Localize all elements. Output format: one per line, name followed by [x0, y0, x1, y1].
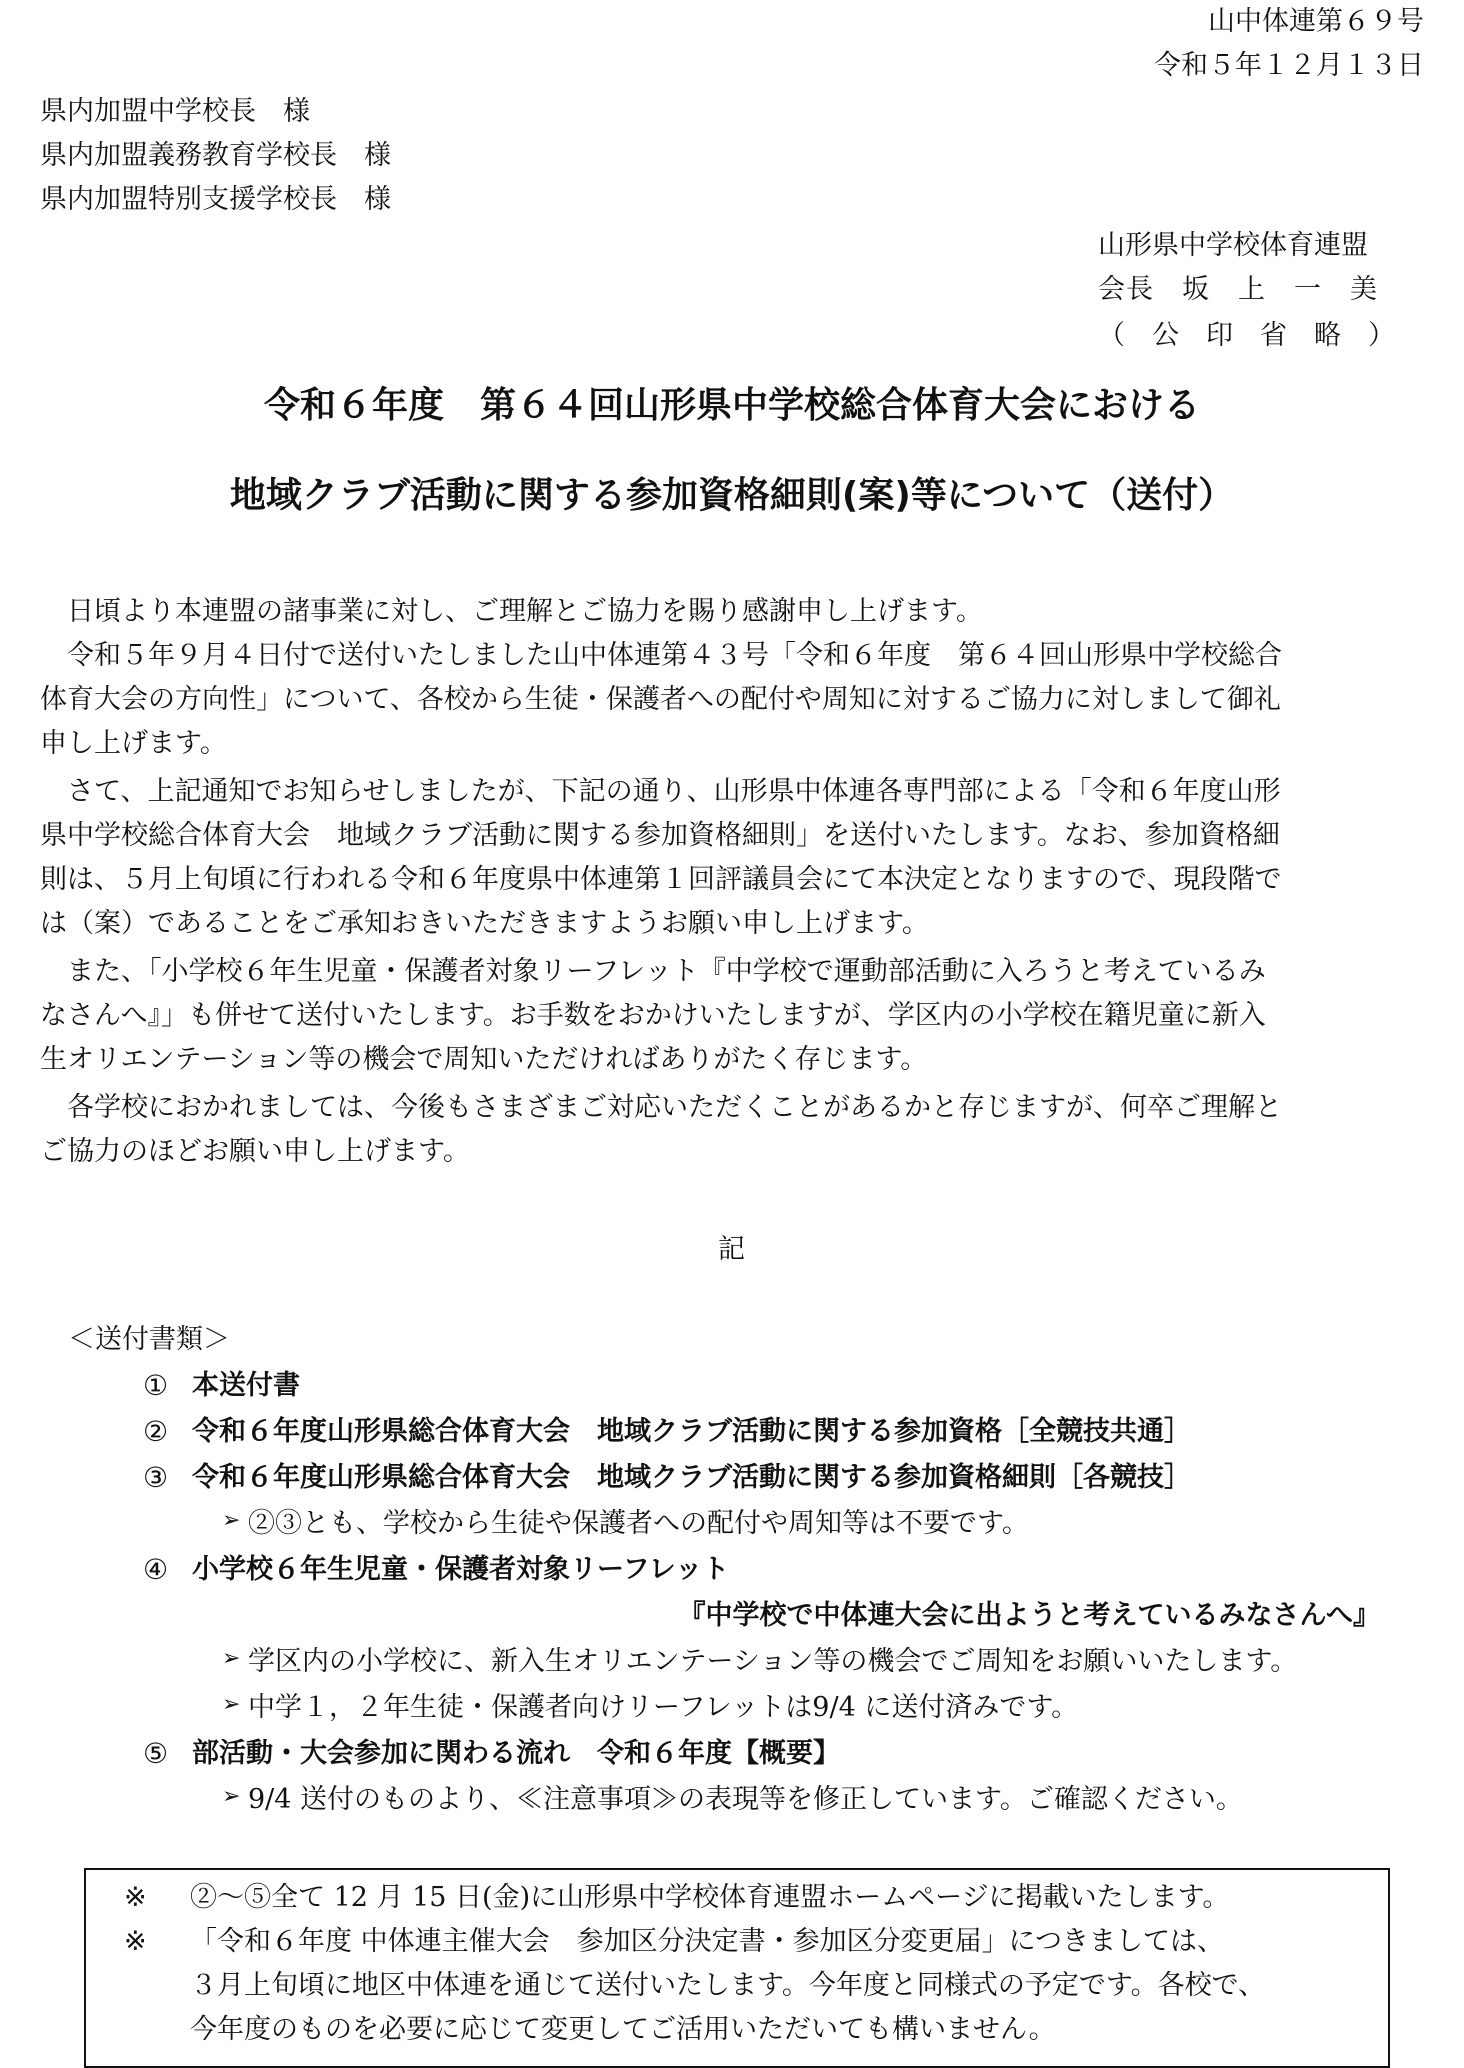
enclosure-item-3: 令和６年度山形県総合体育大会 地域クラブ活動に関する参加資格細則［各競技］ — [192, 1462, 1191, 1493]
document-number: 山中体連第６９号 — [1208, 6, 1424, 37]
document-title-line1: 令和６年度 第６４回山形県中学校総合体育大会における — [263, 385, 1200, 426]
body-line: また、「小学校６年生児童・保護者対象リーフレット『中学校で運動部活動に入ろうと考えているみ — [40, 956, 1266, 987]
enclosures-heading: ＜送付書類＞ — [68, 1324, 230, 1355]
notice-line: ②～⑤全て 12 月 15 日(金)に山形県中学校体育連盟ホームページに掲載いたします。 — [190, 1882, 1230, 1913]
sender-organization: 山形県中学校体育連盟 — [1098, 230, 1368, 261]
body-paragraph-3 — [40, 770, 1424, 946]
body-line: 令和５年９月４日付で送付いたしました山中体連第４３号「令和６年度 第６４回山形県中学校総合 — [40, 640, 1282, 671]
enclosure-item-5: 部活動・大会参加に関わる流れ 令和６年度【概要】 — [192, 1738, 840, 1769]
enclosure-number: ② — [143, 1415, 169, 1448]
reference-mark-icon: ※ — [124, 1882, 147, 1913]
enclosure-number: ⑤ — [143, 1737, 169, 1770]
enclosure-number: ① — [143, 1369, 169, 1402]
body-line: 申し上げます。 — [40, 728, 227, 759]
body-line: 体育大会の方向性」について、各校から生徒・保護者への配付や周知に対するご協力に対しまして御礼 — [40, 684, 1281, 715]
body-paragraph-4 — [40, 950, 1424, 1082]
arrow-bullet-icon: ➢ — [222, 1784, 241, 1809]
body-line: なさんへ』」も併せて送付いたします。お手数をおかけいたしますが、学区内の小学校在籍児童に新入 — [40, 1000, 1266, 1031]
body-line: は（案）であることをご承知おきいただきますようお願い申し上げます。 — [40, 908, 929, 939]
ki-marker: 記 — [718, 1234, 745, 1265]
enclosure-item-1: 本送付書 — [192, 1370, 300, 1401]
enclosure-item-4-subtitle: 『中学校で中体連大会に出ようと考えているみなさんへ』 — [678, 1600, 1380, 1631]
body-line: さて、上記通知でお知らせしましたが、下記の通り、山形県中体連各専門部による「令和６年度山形 — [40, 776, 1281, 807]
enclosure-note: ②③とも、学校から生徒や保護者への配付や周知等は不要です。 — [248, 1508, 1029, 1539]
body-paragraph-2 — [40, 634, 1424, 766]
enclosure-note: 中学１，２年生徒・保護者向けリーフレットは9/4 に送付済みです。 — [248, 1692, 1079, 1723]
document-date: 令和５年１２月１３日 — [1154, 50, 1424, 81]
body-line: 県中学校総合体育大会 地域クラブ活動に関する参加資格細則」を送付いたします。なお、参加資格細 — [40, 820, 1280, 851]
recipient-line: 県内加盟義務教育学校長 様 — [40, 140, 391, 171]
notice-line: ３月上旬頃に地区中体連を通じて送付いたします。今年度と同様式の予定です。各校で、 — [190, 1970, 1266, 2001]
enclosure-item-4: 小学校６年生児童・保護者対象リーフレット — [192, 1554, 730, 1585]
enclosure-number: ④ — [143, 1553, 169, 1586]
arrow-bullet-icon: ➢ — [222, 1646, 241, 1671]
body-line: 則は、５月上旬頃に行われる令和６年度県中体連第１回評議員会にて本決定となりますので、現段階で — [40, 864, 1282, 895]
seal-omitted-note: （ 公 印 省 略 ） — [1098, 320, 1395, 351]
arrow-bullet-icon: ➢ — [222, 1692, 241, 1717]
body-paragraph-1 — [40, 590, 1424, 634]
recipient-line: 県内加盟特別支援学校長 様 — [40, 184, 391, 215]
notice-line: 今年度のものを必要に応じて変更してご活用いただいても構いません。 — [190, 2014, 1056, 2045]
enclosure-number: ③ — [143, 1461, 169, 1494]
sender-president: 会長 坂 上 一 美 — [1098, 274, 1378, 305]
body-line: ご協力のほどお願い申し上げます。 — [40, 1136, 470, 1167]
body-line: 生オリエンテーション等の機会で周知いただければありがたく存じます。 — [40, 1044, 928, 1075]
body-line: 各学校におかれましては、今後もさまざまご対応いただくことがあるかと存じますが、何卒ご理解と — [40, 1092, 1282, 1123]
document-title-line2: 地域クラブ活動に関する参加資格細則(案)等について（送付） — [229, 475, 1235, 516]
enclosure-note: 学区内の小学校に、新入生オリエンテーション等の機会でご周知をお願いいたします。 — [248, 1646, 1298, 1677]
recipient-line: 県内加盟中学校長 様 — [40, 96, 310, 127]
reference-mark-icon: ※ — [124, 1926, 147, 1957]
enclosure-item-2: 令和６年度山形県総合体育大会 地域クラブ活動に関する参加資格［全競技共通］ — [192, 1416, 1191, 1447]
enclosure-note: 9/4 送付のものより、≪注意事項≫の表現等を修正しています。ご確認ください。 — [248, 1784, 1243, 1815]
arrow-bullet-icon: ➢ — [222, 1508, 241, 1533]
body-line: 日頃より本連盟の諸事業に対し、ご理解とご協力を賜り感謝申し上げます。 — [40, 596, 983, 627]
notice-line: 「令和６年度 中体連主催大会 参加区分決定書・参加区分変更届」につきましては、 — [190, 1926, 1225, 1957]
body-paragraph-5 — [40, 1086, 1424, 1174]
